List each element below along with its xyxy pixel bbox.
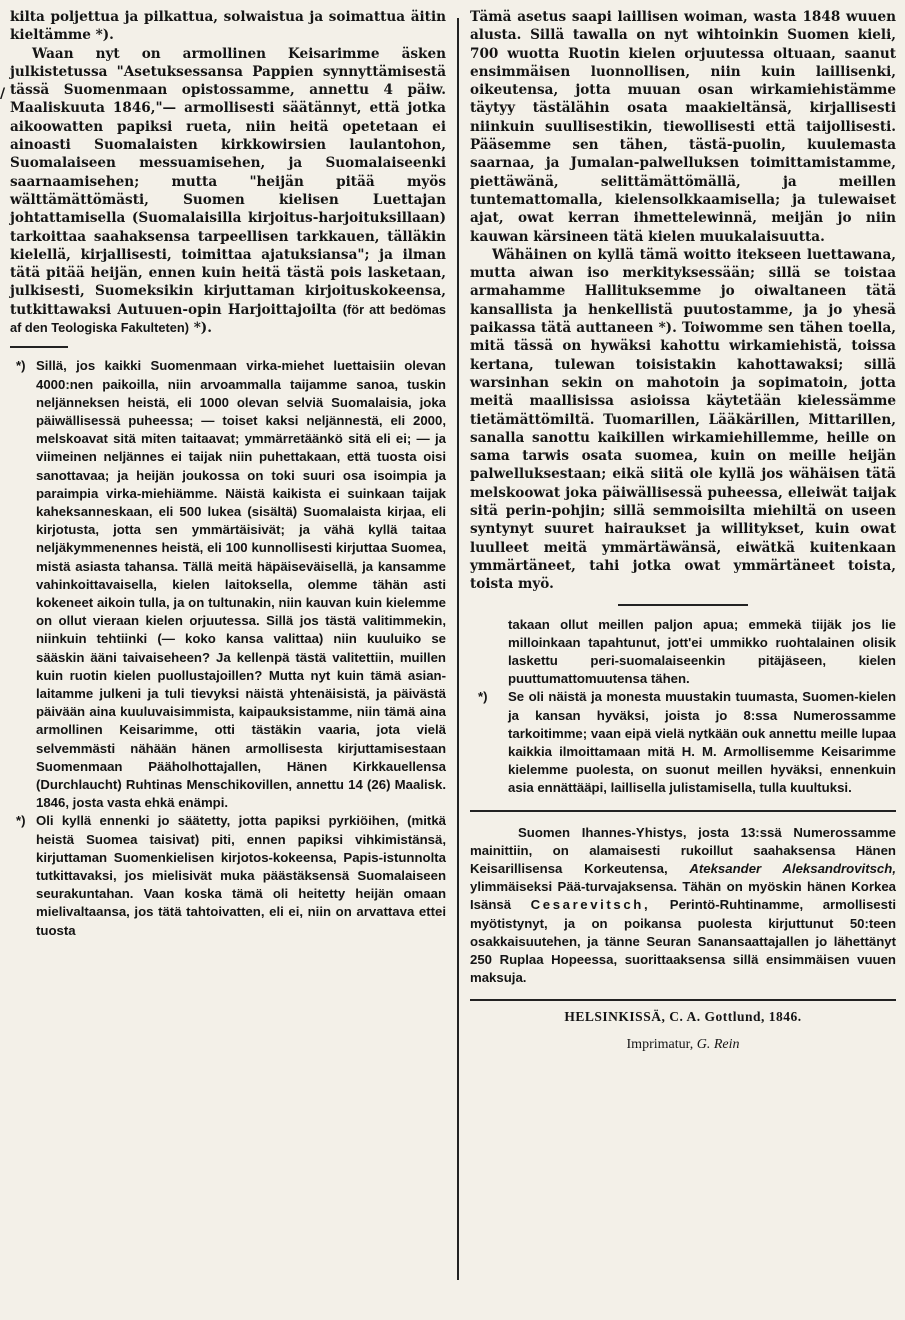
right-footnotes: [470, 616, 896, 798]
footnote-continuation: [470, 616, 896, 689]
imprimatur: [470, 1037, 896, 1053]
left-footnotes: [10, 357, 446, 940]
footnote-mark: *): [478, 689, 488, 705]
footnote-continuation-text: takaan ollut meillen paljon apua; emmekä tiijäk jos lie milloinkaan tapahtunut, jott'ei ummikko ruohtalainen olisik laskettu peri-suomalaiseenkin pitäjäseen, kielen puuttumattomuutensa tähen.: [508, 616, 896, 687]
notice-part-c: Perintö-Ruhtinamme, armollisesti myötistynyt, ja on poikansa puolesta kirjuttunut 50:teen osakkaisuutehen, ja tänne Seuran Sanansaattajallen jo lähettänyt 250 Ruplaa Hopeessa, suorittaaksensa sillä ensimmäisen vuuen maksuja.: [470, 897, 897, 986]
footnote-mark: *): [16, 813, 26, 829]
right-paragraph-decree-effect: Tämä asetus saapi laillisen woiman, wasta 1848 wuuen alusta. Sillä tawalla on nyt wihtoinkin Suomen kieli, 700 wuotta Ruotin kielen orjuutessa oltuaan, saanut ensimmäisen luonnollisen, niin kuin laillisenki, oikeutensa, jotta muuan osan wirkamiehistämme täytyy tästälähin osata maakieltänsä, kirjallisesti niinkuin suullisestikin, tiewollisesti että taijollisesti. Pääsemme sen tähen, tästä-puolin, kuulemasta saarnaa, ja Jumalan-palwelluksen toimittamistamme, piettäwänä, selittämättömällä, ja meillen tuntemattomalla, kielensolkkaamisella; ja tulewaiset ajat, owat kerran ihmettelewinnä, meijän jo niin kauwan kärsineen tätä kielen muukalaisuutta.: [470, 9, 896, 245]
margin-mark: /: [0, 86, 6, 102]
notice-divider: [470, 810, 896, 812]
left-opening-paragraph: kilta poljettua ja pilkattua, solwaistua ja soimattua äitin kieltämme *).: [10, 9, 446, 44]
left-main-text: [10, 8, 446, 337]
right-paragraph-victory: Wähäinen on kyllä tämä woitto itekseen luettawana, mutta aiwan iso merkityksessään; sillä se toistaa armahamme Hallituksemme jo oiwaltaneen tätä kansallista ja henkellistä puutostamme, ja jo yhesä paikassa tätä auttaneen *). Toiwomme sen tähen toella, mitä tässä on hywäksi kahottu wirkamiehistä, toissa kertana, tulewan toisistakin kahottawaksi; sillä warsinhan sekin on mahotoin ja sopimatoin, jotta meitä maallisissa asioissa käytetään kielessämme tietämättömiltä. Tuomarillen, Lääkärillen, Mittarillen, sanalla sanottu kaikillen wirkamiehillemme, heille on sama tarwis osata suomea, kuin on meille heijän palwelluksestaan; eikä siitä ole kyllä jos wähäisen tätä melskoowat joka päiwällisessä puheessa, elleiwät taijak sitä perin-pohjin; sillä semmoisilta miehiltä on useen syntynyt suuret hairaukset ja willitykset, kuin owat luulleet meitä ymmärtäwänsä, eiwätkä kuitenkaan ymmärtäneet, tahi jotka owat ymmärtäneet toista, toista myö.: [470, 246, 896, 593]
right-main-text: [470, 8, 896, 594]
column-divider: [457, 18, 459, 1280]
footnote-language-text: Se oli näistä ja monesta muustakin tuumasta, Suomen-kielen ja kansan hyväksi, joista jo 8:ssa Numerossamme tarkoitimme; vaan eipä vielä nytkään ouk annettu meille lupaa kaikkia ilmoittamaan mitä H. M. Armollisemme Keisarimme kielemme puolesta, on suonut meillen hyväksi, ennenkuin asia ennättääpi, laillisella julistamisella, tulla kuultuksi.: [508, 689, 896, 796]
notice-part-a: Suomen Ihannes-Yhistys, josta 13:ssä Numerossamme mainittiin, on alamaisesti rukoillut saahaksensa Hänen Keisarillisensa Korkeutensa,: [470, 824, 896, 876]
decree-text: Waan nyt on armollinen Keisarimme äsken julkistetussa "Asetuksessansa Pappien synnyttämisestä tässä Suomenmaan opistossamme, annettu 4 päiw. Maaliskuuta 1846,"— armollisesti säätännyt, että jotka aikoowatten papiksi rueta, niin heitä opetetaan ei ainoasti Suomalaisten kirkkowirsien laulantohon, Suomalaiseen messuamisehen, ja Suomalaiseenki saarnaamisehen; mutta "heijän pitää myös wälttämättömästi, Suomen kielisen Luettajan johtattamisella (Suomalaisilla kirjoitus-harjoituksillaan) tarkoittaa saahaksensa tarpeellisen tarkkauen, tälläkin kielellä, kirjallisesti, toimittaa ajatuksiansa"; ja ilman tätä pitää heijän, ennen kuin heitä tästä pois lasketaan, julkisesti, Suomeksikin kirjuttaman kirjoituskokeensa, tutkittawaksi Autuuen-opin Harjoittajoilta: [10, 45, 446, 318]
decree-footnote-ref: *).: [193, 320, 212, 337]
left-footnote-divider: [10, 346, 68, 348]
footnote-language: [470, 688, 896, 797]
decree-swedish-note: (för att bedömas af den Teologiska Fakulteten): [10, 301, 446, 336]
right-footnote-divider: [618, 604, 748, 606]
notice-spaced: Cesarevitsch,: [530, 897, 651, 913]
imprimatur-label: Imprimatur,: [626, 1037, 694, 1053]
imprint-divider: [470, 999, 896, 1001]
right-column: [470, 8, 896, 1053]
footnote-officials-text: Sillä, jos kaikki Suomenmaan virka-miehet luettaisiin olevan 4000:nen paikoilla, niin arvoammalla taijamme sanoa, tuskin neljänneksen heistä, eli 1000 olevan selviä Suomalaisia, joka päiwällisessä puheessa; — toiset kaksi neljännestä, eli 2000, melskoavat sitä miten taitaavat; ymmärretäänkö sitä eli ei; — ja viimeinen neljännes ei taijak niin puhettakaan, että tuosta oisi sanottavaa; ja heijän joukossa on toki suuri osa isoimpia ja paraimpia virka-miehiämme. Näistä kaikista ei suinkaan taijak kaheksanneskaan, eli 500 lukea (sisältä) Suomalaista kirjaa, eli kirjotusta, jotta sen ymmärtäisivät; ja vähä kyllä taitaa neljäkymmenennes heistä, eli 100 kunnollisesti kirjuttaa Suomea, mistä asiasta tahansa. Tällä meitä häpäiseväisellä, ja kansamme vahinkoittavaisella, kielen laitoksella, olemme tähän asti kokeneet aikoin tulla, ja on tultunakin, niin kauvan kuin kielemme on ollut vieraan kielen orjuutessa. Sillä jos tästä valitimmekin, niinkuin tehtiinki (— koko kansa valittaa) niin kuuluiko se sääskin ääni taivaiseheen? Ja kellenpä tästä valitettiin, muillen kuin ruotin kielen puollustajoillen? Mutta nyt kuin tämä asian-laitamme julkeni ja tuli tievyksi näistä yhtenäisistä, ja päivästä päivään aina kuuluvaisimmista, kaipauksistamme, niin tämä aina armollinen Keisarimme, otti tästäkin vaaria, jota vielä selvemmästi nähään hänen armollisesta kirjuttamisestaan Suomenmaan Pääholhottajallen, Hänen Kirkkauellensa (Durchlaucht) Ruhtinas Menschikovillen, annettu 14 (26) Maalisk. 1846, josta vasta ehkä enämpi.: [36, 358, 446, 811]
decree-paragraph: [10, 45, 446, 338]
imprimatur-name: G. Rein: [696, 1037, 740, 1053]
left-column: [10, 8, 446, 940]
society-notice: [470, 824, 896, 988]
footnote-priests-text: Oli kyllä ennenki jo säätetty, jotta papiksi pyrkiöihen, (mitkä heistä Suomea taisivat) piti, ennen papiksi vihkimistänsä, kirjuttaman Suomenkielisen kirjotos-kokeensa, Papis-istunnolta tutkittavaksi, jos mielisivät muka päästäksensä Suomalaiseen seurakuntahan. Vaan koska tämä oli heitetty heijän omaan mielivaltaansa, jos tätä tahtoivatten, eli ei, niin on arvattava ettei tuosta: [36, 813, 446, 938]
notice-part-b: ylimmäiseksi Pää-turvajaksensa. Tähän on myöskin hänen Korkea Isänsä: [470, 879, 896, 913]
imprint-place: HELSINKISSÄ, C. A. Gottlund, 1846.: [564, 1009, 802, 1025]
society-notice-text: [470, 824, 896, 988]
footnote-officials: [10, 357, 446, 812]
footnote-mark: *): [16, 358, 26, 374]
notice-name: Ateksander Aleksandrovitsch,: [689, 860, 896, 876]
footnote-priests: [10, 812, 446, 939]
